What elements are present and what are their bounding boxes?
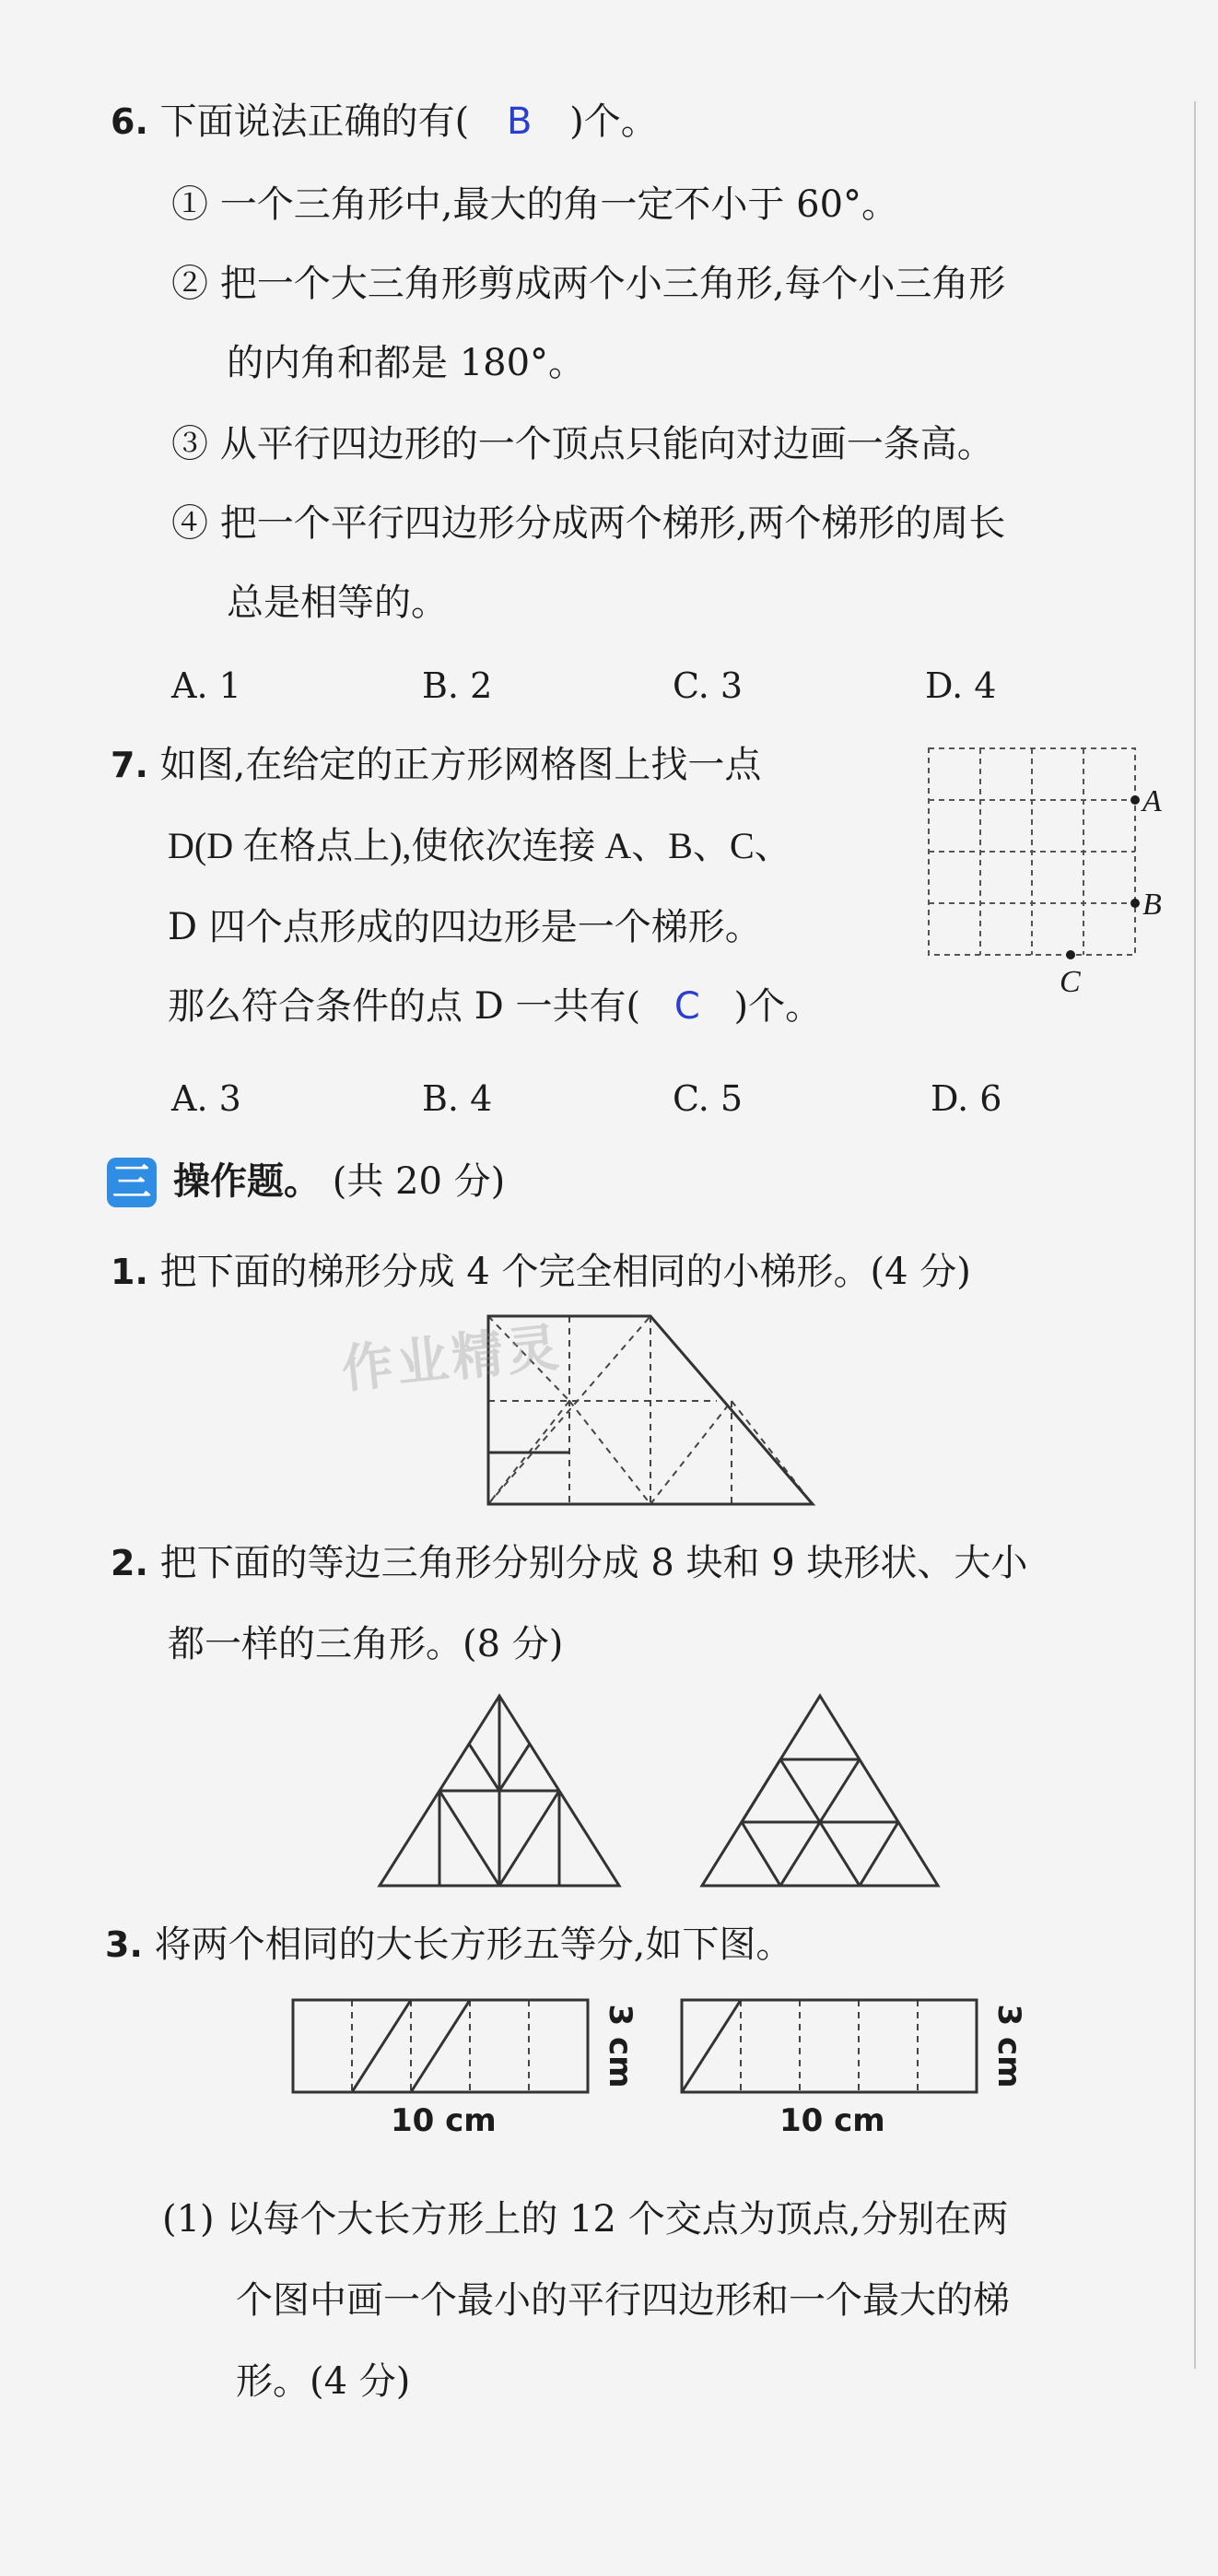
rectangle-figure-left (291, 1994, 641, 2142)
q7-grid-figure (921, 745, 1170, 999)
q6-stem-after: )个。 (569, 100, 658, 143)
q7-answer: C (673, 985, 700, 1028)
rectangle-figure-right (680, 1994, 1030, 2142)
p1-line (111, 1250, 971, 1294)
section-badge: 三 (107, 1158, 157, 1207)
q7-line-2: D(D 在格点上),使依次连接 A、B、C、 (168, 825, 791, 866)
q7-option-d: D. 6 (931, 1078, 1002, 1119)
q7-line-3: D 四个点形成的四边形是一个梯形。 (168, 906, 762, 948)
q7-text-4-after: )个。 (733, 985, 823, 1028)
watermark-text: 作业精灵 (338, 1317, 566, 1401)
q6-item-4-cont: 总是相等的。 (227, 582, 448, 624)
triangle-8-parts (376, 1692, 625, 1895)
q6-option-b: B. 2 (422, 665, 493, 706)
q6-option-d: D. 4 (925, 665, 997, 706)
q7-option-b: B. 4 (422, 1078, 493, 1119)
q6-answer: B (506, 100, 533, 143)
q7-number: 7. (111, 745, 148, 785)
q6-stem-before: 下面说法正确的有( (159, 100, 470, 143)
p3-text: 将两个相同的大长方形五等分,如下图。 (154, 1923, 793, 1966)
q7-line-1 (111, 743, 761, 787)
p2-line-1 (111, 1541, 1027, 1585)
point-a (1130, 795, 1140, 805)
q6-item-4: ④ 把一个平行四边形分成两个梯形,两个梯形的周长 (171, 502, 1006, 545)
q6-item-3: ③ 从平行四边形的一个顶点只能向对边画一条高。 (171, 423, 994, 465)
p1-text: 把下面的梯形分成 4 个完全相同的小梯形。(4 分) (159, 1251, 971, 1293)
p2-line-2: 都一样的三角形。(8 分) (168, 1623, 564, 1665)
label-c: C (1060, 965, 1081, 999)
p3-number: 3. (105, 1924, 143, 1965)
q7-text-1: 如图,在给定的正方形网格图上找一点 (159, 744, 762, 786)
left-width-label: 10 cm (391, 2102, 497, 2139)
right-height-label: 3 cm (990, 2004, 1027, 2088)
p2-text-1: 把下面的等边三角形分别分成 8 块和 9 块形状、大小 (159, 1542, 1028, 1584)
q7-text-4-before: 那么符合条件的点 D 一共有( (168, 985, 641, 1028)
triangle-9-parts (697, 1692, 945, 1895)
left-height-label: 3 cm (602, 2004, 638, 2088)
p1-number: 1. (111, 1252, 148, 1292)
q7-line-4 (168, 984, 822, 1029)
p2-number: 2. (111, 1543, 148, 1583)
q6-item-2-cont: 的内角和都是 180°。 (227, 342, 586, 384)
right-width-label: 10 cm (779, 2102, 885, 2139)
q7-option-a: A. 3 (171, 1078, 241, 1119)
label-b: B (1142, 888, 1162, 922)
label-a: A (1142, 784, 1162, 818)
q7-option-c: C. 5 (673, 1078, 744, 1119)
section-title: 操作题。 (173, 1160, 321, 1203)
q6-option-c: C. 3 (673, 665, 744, 706)
q6-item-2: ② 把一个大三角形剪成两个小三角形,每个小三角形 (171, 263, 1006, 305)
p3-sub1-line-2: 个图中画一个最小的平行四边形和一个最大的梯 (236, 2279, 1010, 2322)
q6-number: 6. (111, 101, 148, 142)
q6-stem (111, 100, 658, 144)
point-c (1066, 950, 1075, 959)
p3-sub1-line-3: 形。(4 分) (236, 2360, 411, 2403)
section-points: (共 20 分) (332, 1160, 506, 1203)
section-heading (173, 1159, 505, 1204)
p3-line (105, 1923, 792, 1967)
point-b (1130, 899, 1140, 908)
q6-option-a: A. 1 (171, 665, 241, 706)
p3-sub1-line-1: (1) 以每个大长方形上的 12 个交点为顶点,分别在两 (162, 2198, 1009, 2241)
q6-item-1: ① 一个三角形中,最大的角一定不小于 60°。 (171, 183, 899, 226)
margin-rule (1194, 101, 1196, 2369)
